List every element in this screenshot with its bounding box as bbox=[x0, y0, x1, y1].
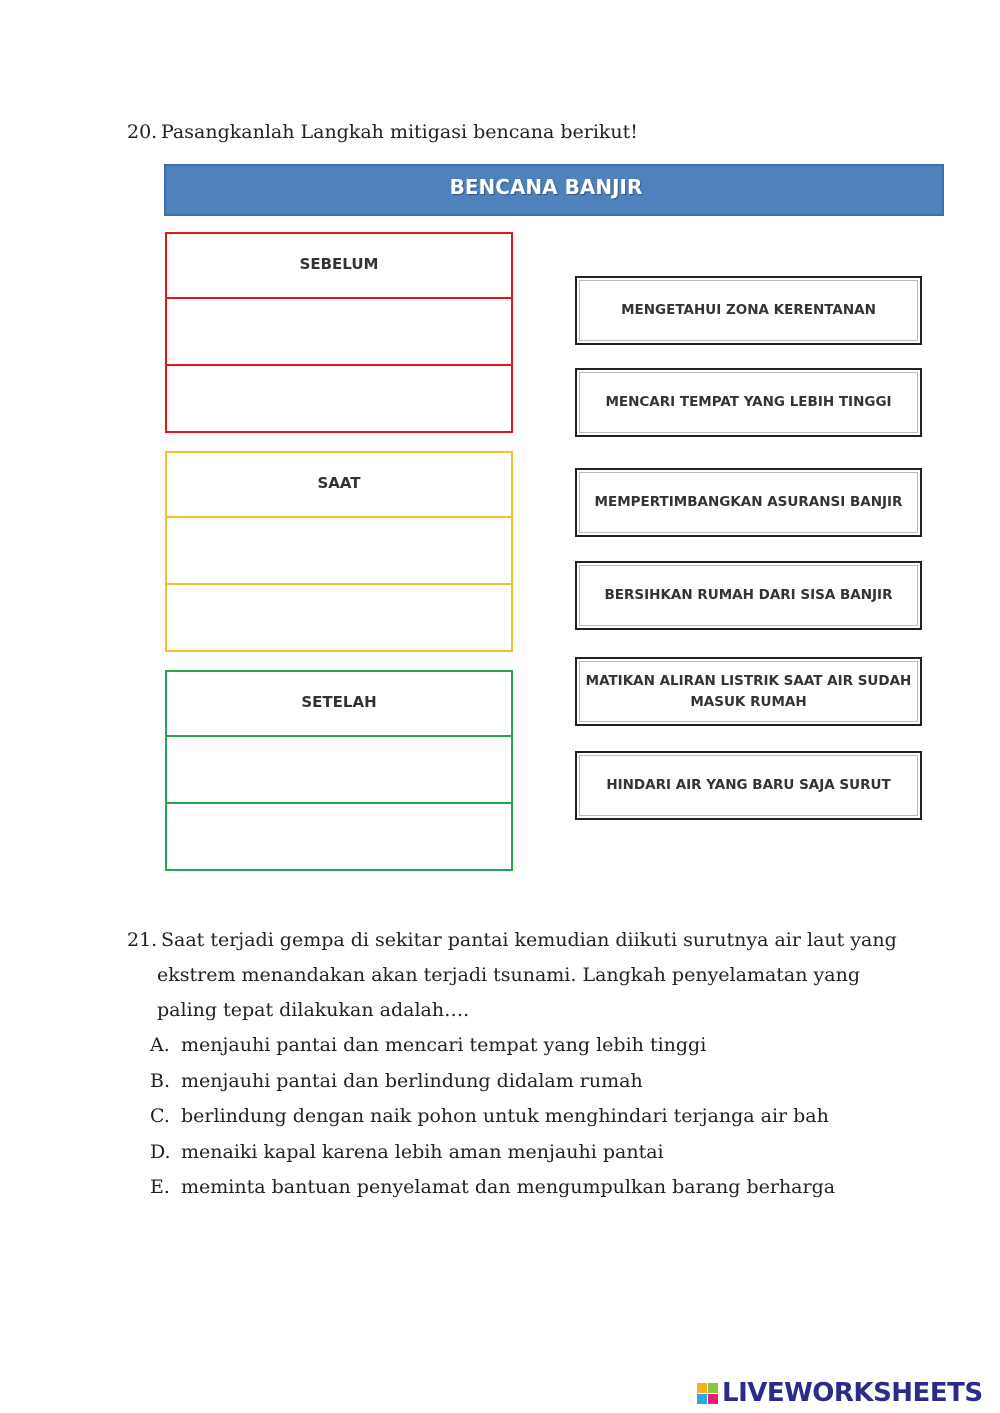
banner-title: BENCANA BANJIR bbox=[164, 164, 944, 216]
liveworksheets-logo bbox=[697, 1378, 983, 1408]
drop-slot[interactable] bbox=[165, 299, 513, 366]
question-21-line-2: ekstrem menandakan akan terjadi tsunami. Langkah penyelamatan yang bbox=[157, 964, 860, 986]
draggable-card[interactable]: MEMPERTIMBANGKAN ASURANSI BANJIR bbox=[575, 468, 922, 537]
question-text: Saat terjadi gempa di sekitar pantai kemudian diikuti surutnya air laut yang bbox=[161, 929, 897, 951]
group-during bbox=[165, 451, 513, 652]
option-b[interactable] bbox=[150, 1070, 835, 1106]
option-letter: B. bbox=[150, 1069, 171, 1092]
option-text: menjauhi pantai dan mencari tempat yang lebih tinggi bbox=[181, 1034, 707, 1056]
group-label-during: SAAT bbox=[165, 451, 513, 518]
group-label-before: SEBELUM bbox=[165, 232, 513, 299]
group-label-after: SETELAH bbox=[165, 670, 513, 737]
option-a[interactable] bbox=[150, 1034, 835, 1070]
group-before bbox=[165, 232, 513, 433]
question-text: Pasangkanlah Langkah mitigasi bencana berikut! bbox=[161, 121, 638, 143]
drop-slot[interactable] bbox=[165, 585, 513, 652]
option-text: meminta bantuan penyelamat dan mengumpulkan barang berharga bbox=[181, 1176, 836, 1198]
logo-mark-icon bbox=[697, 1383, 718, 1404]
draggable-card[interactable]: MENCARI TEMPAT YANG LEBIH TINGGI bbox=[575, 368, 922, 437]
option-letter: D. bbox=[150, 1140, 171, 1163]
option-c[interactable] bbox=[150, 1105, 835, 1141]
answer-options bbox=[150, 1034, 835, 1212]
drop-slot[interactable] bbox=[165, 366, 513, 433]
draggable-card[interactable]: HINDARI AIR YANG BARU SAJA SURUT bbox=[575, 751, 922, 820]
question-21-line-3: paling tepat dilakukan adalah…. bbox=[157, 999, 470, 1021]
option-letter: A. bbox=[150, 1034, 170, 1056]
drop-slot[interactable] bbox=[165, 804, 513, 871]
question-21-line-1 bbox=[127, 929, 897, 951]
option-letter: E. bbox=[150, 1176, 170, 1198]
drop-slot[interactable] bbox=[165, 737, 513, 804]
question-number: 20. bbox=[127, 121, 158, 143]
group-after bbox=[165, 670, 513, 871]
option-text: menjauhi pantai dan berlindung didalam rumah bbox=[181, 1069, 643, 1092]
draggable-card[interactable]: MATIKAN ALIRAN LISTRIK SAAT AIR SUDAH MASUK RUMAH bbox=[575, 657, 922, 726]
option-text: menaiki kapal karena lebih aman menjauhi pantai bbox=[181, 1140, 664, 1163]
question-number: 21. bbox=[127, 929, 158, 951]
draggable-card[interactable]: BERSIHKAN RUMAH DARI SISA BANJIR bbox=[575, 561, 922, 630]
option-letter: C. bbox=[150, 1105, 170, 1127]
draggable-card[interactable]: MENGETAHUI ZONA KERENTANAN bbox=[575, 276, 922, 345]
option-e[interactable] bbox=[150, 1176, 835, 1212]
option-text: berlindung dengan naik pohon untuk menghindari terjanga air bah bbox=[181, 1105, 829, 1127]
drop-slot[interactable] bbox=[165, 518, 513, 585]
option-d[interactable] bbox=[150, 1141, 835, 1177]
question-20-prompt bbox=[127, 121, 638, 143]
logo-text: LIVEWORKSHEETS bbox=[722, 1378, 983, 1408]
